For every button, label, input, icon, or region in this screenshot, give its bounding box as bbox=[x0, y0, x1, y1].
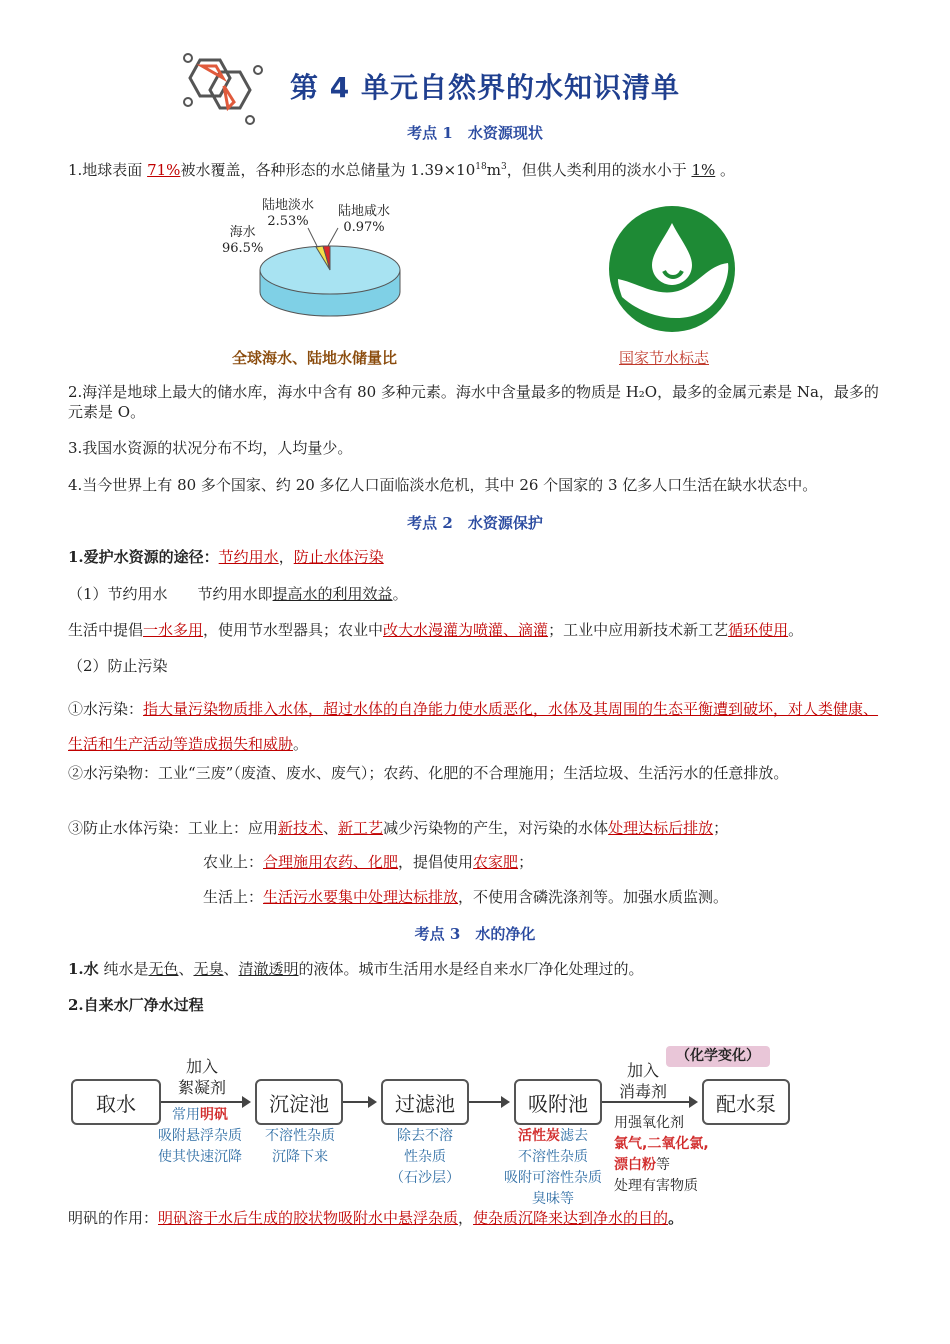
save-water-methods: 生活中提倡一水多用，使用节水型器具；农业中改大水漫灌为喷灌、滴灌；工业中应用新技术新工艺循环使用。 bbox=[68, 621, 804, 639]
section-1-heading: 考点 1 水资源现状 bbox=[407, 124, 543, 142]
pollution-heading: （2）防止污染 bbox=[68, 657, 168, 675]
paragraph-1: 1.地球表面 71%被水覆盖，各种形态的水总储量为 $1.39\times 10^{18}m^3$，但供人类利用的淡水小于 1% 。 bbox=[68, 161, 736, 179]
flow-filter-note: 除去不溶 性杂质 （石沙层） bbox=[390, 1128, 460, 1186]
flow-box-sedimentation: 沉淀池 bbox=[255, 1079, 343, 1125]
pie-label-salt: 陆地咸水 0.97% bbox=[338, 204, 391, 235]
flow-box-pump: 配水泵 bbox=[702, 1079, 790, 1125]
pie-label-sea: 海水 96.5% bbox=[222, 225, 264, 256]
flow-box-intake: 取水 bbox=[71, 1079, 161, 1125]
save-water: （1）节约用水 节约用水即提高水的利用效益。 bbox=[68, 585, 408, 603]
flow-arrow-1 bbox=[161, 1101, 249, 1103]
flow-alum-note: 常用明矾 吸附悬浮杂质 使其快速沉降 bbox=[158, 1107, 242, 1165]
protect-ways: 1.爱护水资源的途径：节约用水，防止水体污染 bbox=[68, 548, 384, 566]
pie-caption: 全球海水、陆地水储量比 bbox=[232, 349, 398, 367]
paragraph-4: 4.当今世界上有 80 多个国家、约 20 多亿人口面临淡水危机，其中 26 个国家的 3 亿多人口生活在缺水状态中。 bbox=[68, 476, 818, 494]
water-pollution-def: ①水污染：指大量污染物质排入水体，超过水体的自净能力使水质恶化，水体及其周围的生态平衡遭到破坏，对人类健康、生活和生产活动等造成损失和威胁。 bbox=[68, 700, 879, 753]
water-saving-logo bbox=[608, 205, 736, 333]
section-2-heading: 考点 2 水资源保护 bbox=[407, 514, 543, 532]
alum-function: 明矾的作用：明矾溶于水后生成的胶状物吸附水中悬浮杂质，使杂质沉降来达到净水的目的。 bbox=[68, 1208, 888, 1228]
pollutants: ②水污染物：工业“三废”（废渣、废水、废气）；农药、化肥的不合理施用；生活垃圾、生活污水的任意排放。 bbox=[68, 764, 789, 782]
flow-chem-change: （化学变化） bbox=[666, 1046, 770, 1067]
section-3-heading: 考点 3 水的净化 bbox=[414, 925, 536, 943]
pure-water: 1.水 纯水是无色、无臭、清澈透明的液体。城市生活用水是经自来水厂净化处理过的。 bbox=[68, 960, 644, 978]
flow-disinfect-note: 用强氧化剂 氯气,二氧化氯, 漂白粉等 处理有害物质 bbox=[614, 1115, 709, 1194]
paragraph-3: 3.我国水资源的状况分布不均，人均量少。 bbox=[68, 439, 353, 457]
page-title: 第 4 单元自然界的水知识清单 bbox=[290, 71, 680, 104]
flow-box-filter: 过滤池 bbox=[381, 1079, 469, 1125]
prevent-agriculture: 农业上：合理施用农药、化肥，提倡使用农家肥； bbox=[203, 853, 534, 871]
flow-arrow-3 bbox=[469, 1101, 508, 1103]
logo-caption: 国家节水标志 bbox=[619, 349, 710, 367]
prevent-life: 生活上：生活污水要集中处理达标排放，不使用含磷洗涤剂等。加强水质监测。 bbox=[203, 888, 729, 906]
flow-sed-note: 不溶性杂质 沉降下来 bbox=[265, 1128, 335, 1165]
flow-box-adsorption: 吸附池 bbox=[514, 1079, 602, 1125]
flow-add-disinfectant: 加入 消毒剂 bbox=[618, 1061, 667, 1101]
flow-add-flocculant: 加入 絮凝剂 bbox=[177, 1057, 226, 1097]
paragraph-2: 2.海洋是地球上最大的储水库，海水中含有 80 多种元素。海水中含量最多的物质是 H₂O，最多的金属元素是 Na，最多的元素是 O。 bbox=[68, 383, 879, 421]
prevent-industry: ③防止水体污染：工业上：应用新技术、新工艺减少污染物的产生，对污染的水体处理达标后排放； bbox=[68, 819, 729, 837]
molecule-icon bbox=[172, 48, 272, 132]
pie-label-fresh: 陆地淡水 2.53% bbox=[262, 198, 315, 229]
flow-arrow-2 bbox=[343, 1101, 375, 1103]
flow-adsorb-note: 活性炭滤去 不溶性杂质 吸附可溶性杂质 臭味等 bbox=[504, 1128, 602, 1207]
plant-heading: 2.自来水厂净水过程 bbox=[68, 996, 204, 1014]
